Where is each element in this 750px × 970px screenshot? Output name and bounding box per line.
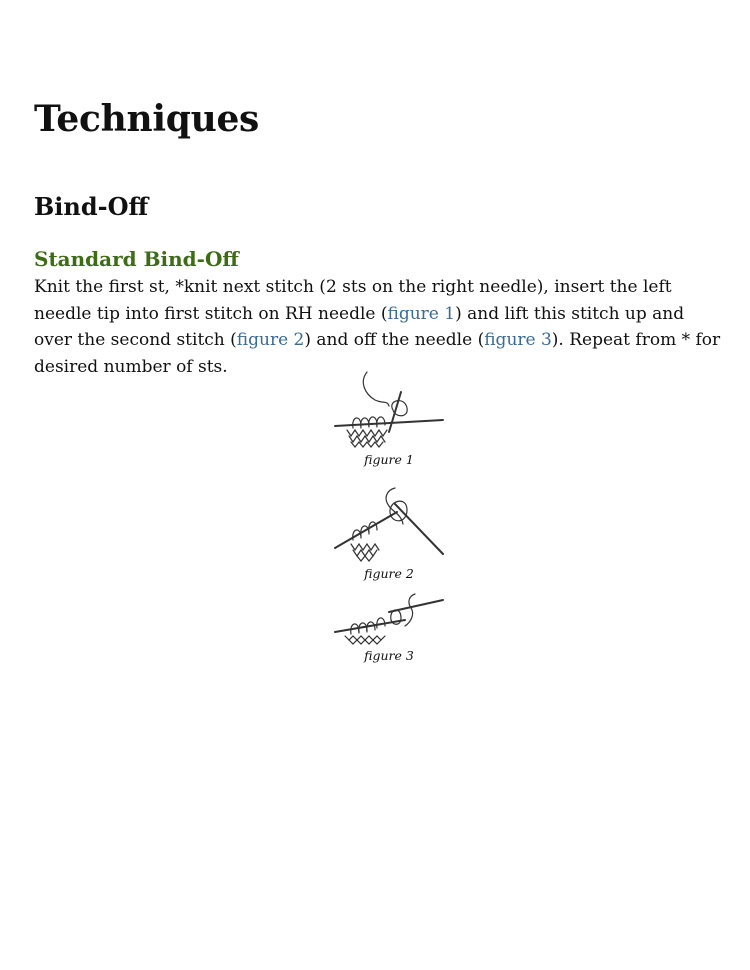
instructions-text-2: ) and lift this stitch up and over the second stitch ( — [34, 303, 685, 350]
figure-3-caption: figure 3 — [364, 648, 414, 663]
figure-2 — [319, 484, 459, 581]
instructions-text-4: ). Repeat from * for desired number of sts. — [34, 330, 721, 377]
figure-2-link[interactable]: figure 2 — [236, 330, 305, 350]
figure-3 — [319, 592, 459, 663]
instructions-text-1: Knit the first st, *knit next stitch (2 sts on the right needle), insert the left needle tip into first stitch on RH needle ( — [34, 277, 672, 324]
section-title: Bind-Off — [34, 192, 149, 221]
figure-2-caption: figure 2 — [364, 566, 414, 581]
instructions-paragraph — [34, 274, 724, 380]
instructions-text-3: ) and off the needle ( — [304, 330, 485, 350]
figure-1-caption: figure 1 — [364, 452, 414, 467]
figure-1 — [319, 370, 459, 467]
knitting-figure-1-icon — [331, 370, 447, 450]
figure-3-link[interactable]: figure 3 — [484, 330, 552, 350]
knitting-figure-2-icon — [331, 484, 447, 564]
figure-1-link[interactable]: figure 1 — [387, 303, 456, 324]
knitting-figure-3-icon — [331, 592, 447, 646]
subsection-title: Standard Bind-Off — [34, 247, 239, 271]
page-title: Techniques — [34, 98, 260, 140]
